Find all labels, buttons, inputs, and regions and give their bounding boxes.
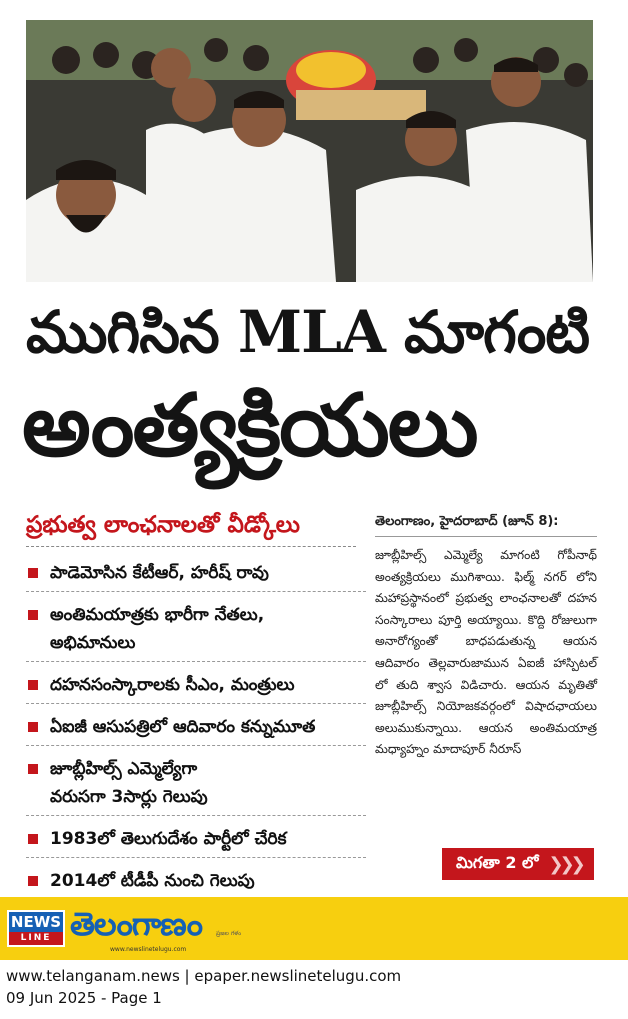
news-line-logo-bottom: LINE: [7, 932, 65, 947]
footer: [6, 965, 401, 1009]
article-column: [375, 512, 597, 761]
footer-date-page: 09 Jun 2025 - Page 1: [6, 989, 162, 1007]
headline-line-2: అంత్యక్రియలు: [22, 376, 477, 476]
bullet-square-icon: [28, 680, 38, 690]
highlight-item: [26, 556, 366, 592]
highlight-text: పాడెమోసిన కేటీఆర్, హరీష్ రావు: [50, 563, 269, 583]
news-line-logo-top: NEWS: [7, 910, 65, 932]
highlight-item: [26, 864, 366, 900]
continued-label: మిగతా 2 లో: [456, 852, 539, 872]
news-line-logo[interactable]: [7, 910, 65, 946]
highlight-text: జూబ్లీహిల్స్ ఎమ్మెల్యేగా వరుసగా 3సార్లు గెలుపు: [50, 759, 208, 807]
bullet-square-icon: [28, 764, 38, 774]
logo-tagline: ప్రజల గళం: [216, 930, 242, 937]
bullet-square-icon: [28, 876, 38, 886]
continued-page-2-button[interactable]: [442, 848, 594, 880]
logo-url: www.newslinetelugu.com: [110, 946, 187, 953]
headline-line-1: ముగిసిన MLA మాగంటి: [26, 298, 590, 366]
subheading: ప్రభుత్వ లాంఛనాలతో వీడ్కోలు: [26, 512, 300, 538]
highlight-item: [26, 710, 366, 746]
highlight-item: [26, 598, 366, 662]
footer-websites: www.telanganam.news | epaper.newslinetelugu.com: [6, 967, 402, 985]
highlight-text: 1983లో తెలుగుదేశం పార్టీలో చేరిక: [50, 829, 287, 849]
highlight-text: ఏఐజీ ఆసుపత్రిలో ఆదివారం కన్నుమూత: [50, 717, 316, 737]
highlight-text: 2014లో టీడీపీ నుంచి గెలుపు: [50, 871, 255, 891]
article-dateline: తెలంగాణం, హైదరాబాద్ (జూన్ 8):: [375, 514, 559, 529]
bullet-square-icon: [28, 568, 38, 578]
highlight-item: [26, 822, 366, 858]
subheading-divider: [26, 546, 356, 547]
highlights-list: [26, 556, 366, 906]
chevron-right-icon: ❯❯❯: [548, 853, 582, 875]
funeral-procession-photo: [26, 20, 593, 282]
bullet-square-icon: [28, 722, 38, 732]
bullet-square-icon: [28, 834, 38, 844]
telanganam-logo[interactable]: తెలంగాణం: [70, 905, 202, 943]
highlight-item: [26, 752, 366, 816]
bullet-square-icon: [28, 610, 38, 620]
highlight-item: [26, 668, 366, 704]
article-divider: [375, 536, 597, 537]
masthead-banner: [0, 897, 628, 960]
highlight-text: అంతిమయాత్రకు భారీగా నేతలు, అభిమానులు: [50, 605, 265, 653]
highlight-text: దహనసంస్కారాలకు సీఎం, మంత్రులు: [50, 675, 295, 695]
article-body: జూబ్లీహిల్స్ ఎమ్మెల్యే మాగంటి గోపీనాథ్ అంత్యక్రియలు ముగిశాయి. ఫిల్మ్ నగర్ లోని మహాప్రస్థానంలో ప్రభుత్వ లాంఛనాలతో దహన సంస్కారాలు పూర్తి అయ్యాయి. కొద్ది రోజులుగా అనారోగ్యంతో బాధపడుతున్న ఆయన ఆదివారం తెల్లవారుజామున ఏఐజీ హాస్పిటల్ లో తుది శ్వాస విడిచారు. ఆయన మృతితో జూబ్లీహిల్స్ నియోజకవర్గంలో విషాదఛాయలు అలుముకున్నాయి. ఆయన అంతిమయాత్ర మధ్యాహ్నం మాదాపూర్ నీరూస్: [375, 548, 597, 757]
